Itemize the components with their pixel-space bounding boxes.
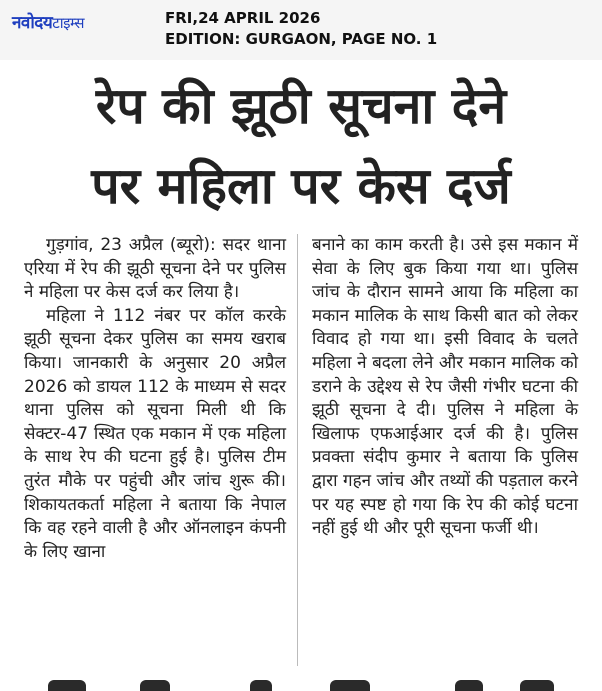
masthead [0,0,602,60]
edition-info: EDITION: GURGAON, PAGE NO. 1 [165,30,438,48]
article-paragraph: बनाने का काम करती है। उसे इस मकान में सेवा के लिए बुक किया गया था। पुलिस जांच के दौरान सामने आया कि महिला का मकान मालिक के साथ किसी बात को लेकर विवाद हो गया था। इसी विवाद के चलते महिला ने बदला लेने और मकान मालिक को डराने के उद्देश्य से रेप जैसी गंभीर घटना की झूठी सूचना दे दी। पुलिस ने महिला के खिलाफ एफआईआर दर्ज की है। पुलिस प्रवक्ता संदीप कुमार ने बताया कि पुलिस द्वारा गहन जांच और तथ्यों की पड़ताल करने पर यह स्पष्ट हो गया कि रेप की कोई घटना नहीं हुई थी और पूरी सूचना फर्जी थी। [312,235,578,539]
headline-line-2: पर महिला पर केस दर्ज [91,157,511,215]
article-paragraph: गुड़गांव, 23 अप्रैल (ब्यूरो): सदर थाना एरिया में रेप की झूठी सूचना देने पर पुलिस ने महिला पर केस दर्ज कर लिया है। [24,235,286,303]
headline-line-1: रेप की झूठी सूचना देने [95,77,507,135]
article-headline [0,66,602,226]
newspaper-logo [12,10,84,33]
article-column-left [24,234,286,564]
logo-sub: टाइम्स [52,14,85,32]
logo-main: नवोदय [12,13,53,33]
article-paragraph: महिला ने 112 नंबर पर कॉल करके झूठी सूचना देकर पुलिस का समय खराब किया। जानकारी के अनुसार 20 अप्रैल 2026 को डायल 112 के माध्यम से सदर थाना पुलिस को सूचना मिली थी कि सेक्टर-47 स्थित एक मकान में एक महिला के साथ रेप की घटना हुई है। पुलिस टीम तुरंत मौके पर पहुंची और जांच शुरू की। शिकायतकर्ता महिला ने बताया कि नेपाल कि वह रहने वाली है और ऑनलाइन कंपनी के लिए खाना [24,305,286,562]
article-column-right [312,234,578,541]
column-divider [297,234,298,666]
next-headline-cutoff [0,680,602,691]
edition-date: FRI,24 APRIL 2026 [165,9,321,27]
